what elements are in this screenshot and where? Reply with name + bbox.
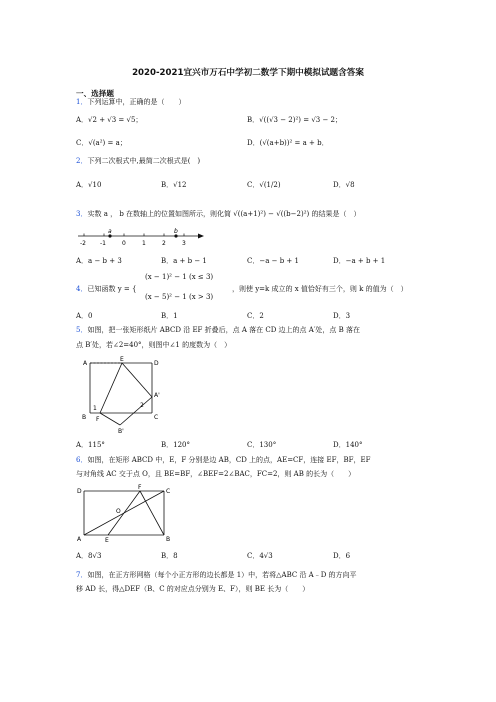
- figure-label: B: [82, 414, 87, 421]
- question-number: 4．: [76, 285, 88, 293]
- q3-option-d: D．−a + b + 1: [333, 257, 386, 265]
- question-number: 3．: [76, 210, 88, 218]
- q2-option-d: D．√8: [333, 181, 355, 189]
- figure-label: E: [120, 356, 124, 363]
- section-heading: 一、选择题: [76, 89, 114, 98]
- question-stem: 如图，在矩形 ABCD 中，E，F 分别是边 AB，CD 上的点，AE=CF，连接 EF，BF，EF: [87, 456, 371, 464]
- question-stem: 如图，把一张矩形纸片 ABCD 沿 EF 折叠后，点 A 落在 CD 边上的点 A′处，点 B 落在: [87, 326, 361, 334]
- question-stem: 下列二次根式中,最简二次根式是( ): [87, 157, 201, 165]
- figure-label: B: [166, 536, 171, 543]
- figure-label: A: [83, 360, 88, 367]
- figure-label: F: [96, 416, 100, 423]
- question-stem: 如图，在正方形网格（每个小正方形的边长都是 1）中，若将△ABC 沿 A﹣D 的方向平: [87, 571, 357, 579]
- q3-option-c: C．−a − b + 1: [247, 257, 299, 265]
- segment-fb-prime: [100, 413, 120, 425]
- question-3: [76, 209, 360, 219]
- question-6-line-2: 与对角线 AC 交于点 O，且 BE=BF，∠BEF=2∠BAC，FC=2，则 AB 的长为（ ）: [76, 470, 356, 478]
- q5-option-c: C．130°: [247, 441, 277, 449]
- figure-label: A': [154, 392, 160, 399]
- q6-option-a: A．8√3: [76, 552, 102, 560]
- question-number: 5．: [76, 326, 88, 334]
- figure-label: 1: [93, 405, 97, 412]
- q2-option-b: B．√12: [161, 181, 187, 189]
- question-number: 1．: [76, 98, 88, 106]
- q2-option-c: C．√(1/2): [247, 181, 281, 189]
- document-title: 2020-2021宜兴市万石中学初二数学下期中模拟试题含答案: [132, 68, 364, 78]
- piecewise-case-2: (x − 5)² − 1 (x > 3): [145, 293, 214, 301]
- number-line-figure: [76, 228, 206, 252]
- question-7-line-1: [76, 570, 357, 580]
- figure-label: 2: [140, 402, 144, 409]
- q1-option-a: A．√2 + √3 = √5；: [76, 116, 143, 124]
- question-1: [76, 97, 185, 107]
- point-b-label: b: [174, 228, 178, 235]
- question-7-line-2: 移 AD 长，得△DEF（B、C 的对应点分别为 E、F），则 BE 长为（ ）: [76, 585, 310, 593]
- question-5-line-1: [76, 325, 360, 335]
- figure-label: C: [166, 488, 171, 495]
- question-number: 2．: [76, 157, 88, 165]
- q4-option-b: B．1: [161, 312, 178, 320]
- figure-label: D: [154, 360, 159, 367]
- question-stem: 下列运算中，正确的是（ ）: [87, 98, 186, 106]
- axis-tick-label: 0: [122, 240, 126, 247]
- axis-tick-label: -2: [80, 240, 86, 247]
- question-number: 7．: [76, 571, 88, 579]
- q6-option-c: C．4√3: [247, 552, 273, 560]
- axis-tick-label: 1: [142, 240, 146, 247]
- q4-option-c: C．2: [247, 312, 264, 320]
- q3-option-a: A．a − b + 3: [76, 257, 122, 265]
- figure-label: F: [138, 484, 142, 491]
- q1-option-d: D．(√(a+b))² = a + b．: [247, 139, 329, 147]
- q4-option-d: D．3: [333, 312, 351, 320]
- q5-option-d: D．140°: [333, 441, 363, 449]
- segment-ea-prime: [122, 363, 152, 397]
- point-a-label: a: [108, 228, 112, 235]
- question-stem: 实数 a ， b 在数轴上的位置如图所示，则化简 √((a+1)²) − √((b−2)²) 的结果是（ ）: [87, 210, 361, 218]
- figure-label: C: [154, 414, 159, 421]
- q5-option-b: B．120°: [161, 441, 191, 449]
- question-6-line-1: [76, 455, 370, 465]
- segment-ef: [108, 491, 140, 535]
- q2-option-a: A．√10: [76, 181, 102, 189]
- q1-option-b: B．√((√3 − 2)²) = √3 − 2；: [247, 116, 343, 124]
- question-2: [76, 156, 200, 166]
- q6-option-d: D．6: [333, 552, 351, 560]
- figure-label: D: [77, 488, 82, 495]
- q5-option-a: A．115°: [76, 441, 105, 449]
- question-4: [76, 284, 136, 294]
- arrow-head-icon: [198, 234, 204, 239]
- function-definition-prefix: 已知函数 y = {: [87, 285, 137, 293]
- axis-tick-label: -1: [100, 240, 106, 247]
- figure-label: A: [77, 536, 82, 543]
- rectangle-abcd-figure: [76, 483, 172, 545]
- q1-option-c: C．√(a²) = a；: [76, 139, 127, 147]
- fold-rectangle-figure: [76, 355, 161, 437]
- fold-line-ef: [100, 363, 122, 413]
- axis-tick-label: 2: [162, 240, 166, 247]
- piecewise-case-1: (x − 1)² − 1 (x ≤ 3): [145, 273, 214, 281]
- q6-option-b: B．8: [161, 552, 178, 560]
- q3-option-b: B．a + b − 1: [161, 257, 207, 265]
- question-stem: ，则使 y=k 成立的 x 值恰好有三个，则 k 的值为（ ）: [232, 285, 408, 293]
- q4-option-a: A．0: [76, 312, 93, 320]
- segment-a-prime-b-prime: [120, 397, 152, 425]
- question-5-line-2: 点 B′处，若∠2=40°，则图中∠1 的度数为（ ）: [76, 341, 232, 349]
- figure-label: O: [116, 508, 121, 515]
- figure-label: B': [118, 428, 124, 435]
- figure-label: E: [105, 537, 109, 544]
- question-number: 6．: [76, 456, 88, 464]
- axis-tick-label: 3: [182, 240, 186, 247]
